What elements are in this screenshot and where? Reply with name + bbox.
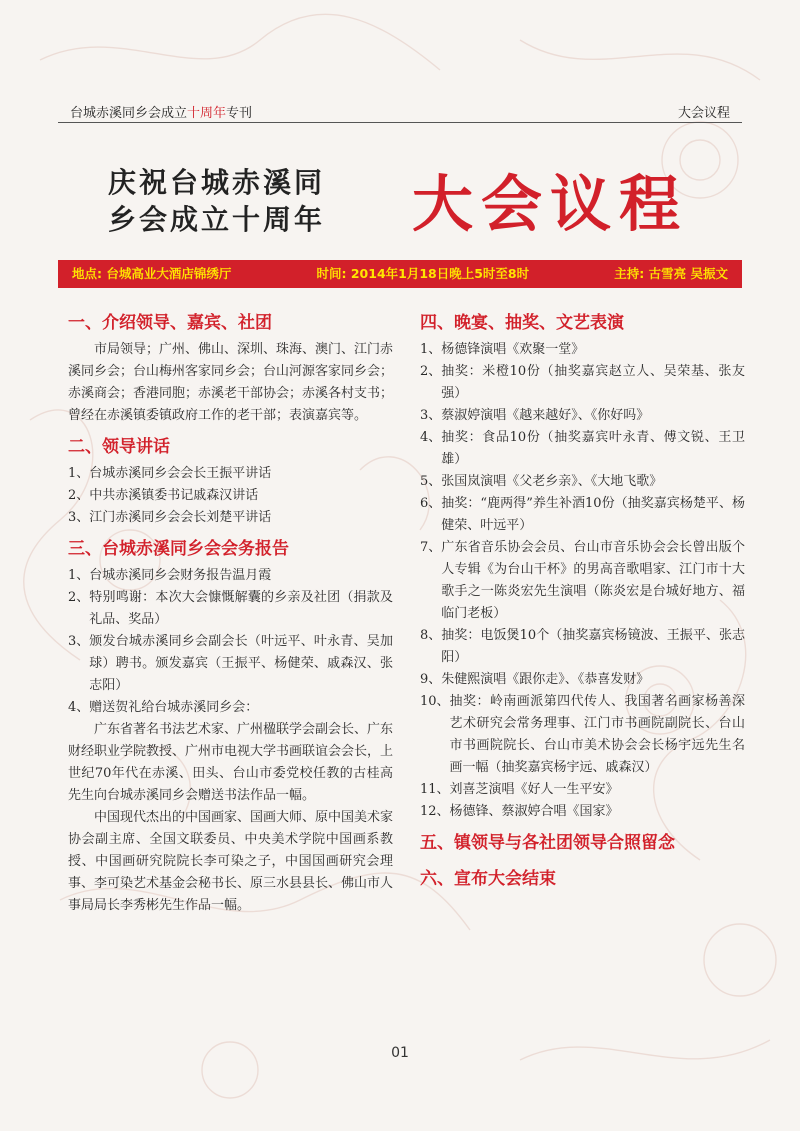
- right-column: [420, 310, 745, 895]
- event-info-banner: [58, 260, 742, 288]
- list-item: 8、 抽奖：电饭煲10个（抽奖嘉宾杨镜波、王振平、张志阳）: [420, 628, 745, 665]
- section-5-title: 五、镇领导与各社团领导合照留念: [420, 833, 675, 853]
- list-item: 2、 特别鸣谢：本次大会慷慨解囊的乡亲及社团（捐款及礼品、奖品）: [68, 590, 393, 627]
- list-item: 4、 抽奖：食品10份（抽奖嘉宾叶永青、傅文锐、王卫雄）: [420, 430, 745, 467]
- list-item: 3、 蔡淑婷演唱《越来越好》、《你好吗》: [420, 408, 650, 423]
- page-title-main: 大会议程: [412, 169, 689, 240]
- banner-time: 时间: 2014年1月18日晚上5时至8时: [316, 266, 530, 281]
- section-1-text: 市局领导；广州、佛山、深圳、珠海、澳门、江门赤溪同乡会；台山梅州客家同乡会；台山河源客家同乡会；赤溪商会；香港同胞；赤溪老干部协会；赤溪各村支书；曾经在赤溪镇委镇政府工作的老干部；表演嘉宾等。: [68, 342, 394, 423]
- list-item: 1、 台城赤溪同乡会财务报告温月霞: [68, 568, 272, 583]
- list-item: 5、 张国岚演唱《父老乡亲》、《大地飞歌》: [420, 474, 663, 489]
- section-2-title: 二、领导讲话: [68, 437, 170, 457]
- list-item: 9、 朱健熙演唱《跟你走》、《恭喜发财》: [420, 672, 650, 687]
- running-header-section: 大会议程: [677, 106, 730, 121]
- page-title-prefix: [108, 164, 408, 238]
- section-6-title: 六、宣布大会结束: [420, 869, 556, 889]
- list-item: 3、 江门赤溪同乡会会长刘楚平讲话: [68, 510, 272, 525]
- list-item: 2、 中共赤溪镇委书记戚森汉讲话: [68, 488, 259, 503]
- list-item: 11、 刘喜芝演唱《好人一生平安》: [420, 782, 619, 797]
- section-1-title: 一、介绍领导、嘉宾、社团: [68, 313, 272, 333]
- banner-location: 地点: 台城高业大酒店锦绣厅: [72, 266, 232, 281]
- list-item: 6、 抽奖：“鹿两得”养生补酒10份（抽奖嘉宾杨楚平、杨健荣、叶远平）: [420, 496, 745, 533]
- running-header-title: 台城赤溪同乡会成立十周年专刊: [70, 106, 253, 121]
- left-column: [68, 310, 393, 917]
- section-4-title: 四、晚宴、抽奖、文艺表演: [420, 313, 624, 333]
- list-item: 1、 台城赤溪同乡会会长王振平讲话: [68, 466, 272, 481]
- title-line-1: 庆祝台城赤溪同: [108, 166, 326, 199]
- list-item: 7、 广东省音乐协会会员、台山市音乐协会会长曾出版个人专辑《为台山干杯》的男高音歌唱家、江门市十大歌手之一陈炎宏先生演唱（陈炎宏是台城好地方、福临门老板）: [420, 540, 745, 621]
- header-rule: [58, 122, 742, 123]
- list-item: 3、 颁发台城赤溪同乡会副会长（叶远平、叶永青、吴加球）聘书。颁发嘉宾（王振平、杨健荣、戚森汉、张志阳）: [68, 634, 393, 693]
- list-item: 2、 抽奖：米橙10份（抽奖嘉宾赵立人、吴荣基、张友强）: [420, 364, 745, 401]
- gift-description-1: 广东省著名书法艺术家、广州楹联学会副会长、广东财经职业学院教授、广州市电视大学书画联谊会会长，上世纪70年代在赤溪、田头、台山市委党校任教的古桂高先生向台城赤溪同乡会赠送书法作品一幅。: [68, 722, 394, 803]
- list-item: 10、 抽奖：岭南画派第四代传人、我国著名画家杨善深艺术研究会常务理事、江门市书画院副院长、台山市书画院院长、台山市美术协会会长杨宇远先生名画一幅（抽奖嘉宾杨宇远、戚森汉）: [420, 694, 745, 775]
- title-line-2: 乡会成立十周年: [108, 203, 326, 236]
- list-item: 12、 杨德锋、蔡淑婷合唱《国家》: [420, 804, 619, 819]
- gift-description-2: 中国现代杰出的中国画家、国画大师、原中国美术家协会副主席、全国文联委员、中央美术学院中国画系教授、中国画研究院院长李可染之子，中国国画研究会理事、李可染艺术基金会秘书长、原三水县县长、佛山市人事局局长李秀彬先生作品一幅。: [68, 810, 394, 913]
- header-highlight: 十周年: [187, 106, 227, 121]
- section-3-title: 三、台城赤溪同乡会会务报告: [68, 539, 289, 559]
- page-number: 01: [391, 1045, 409, 1061]
- list-item: 4、 赠送贺礼给台城赤溪同乡会：: [68, 700, 259, 715]
- list-item: 1、 杨德锋演唱《欢聚一堂》: [420, 342, 585, 357]
- banner-host: 主持: 古雪亮 吴振文: [614, 266, 728, 281]
